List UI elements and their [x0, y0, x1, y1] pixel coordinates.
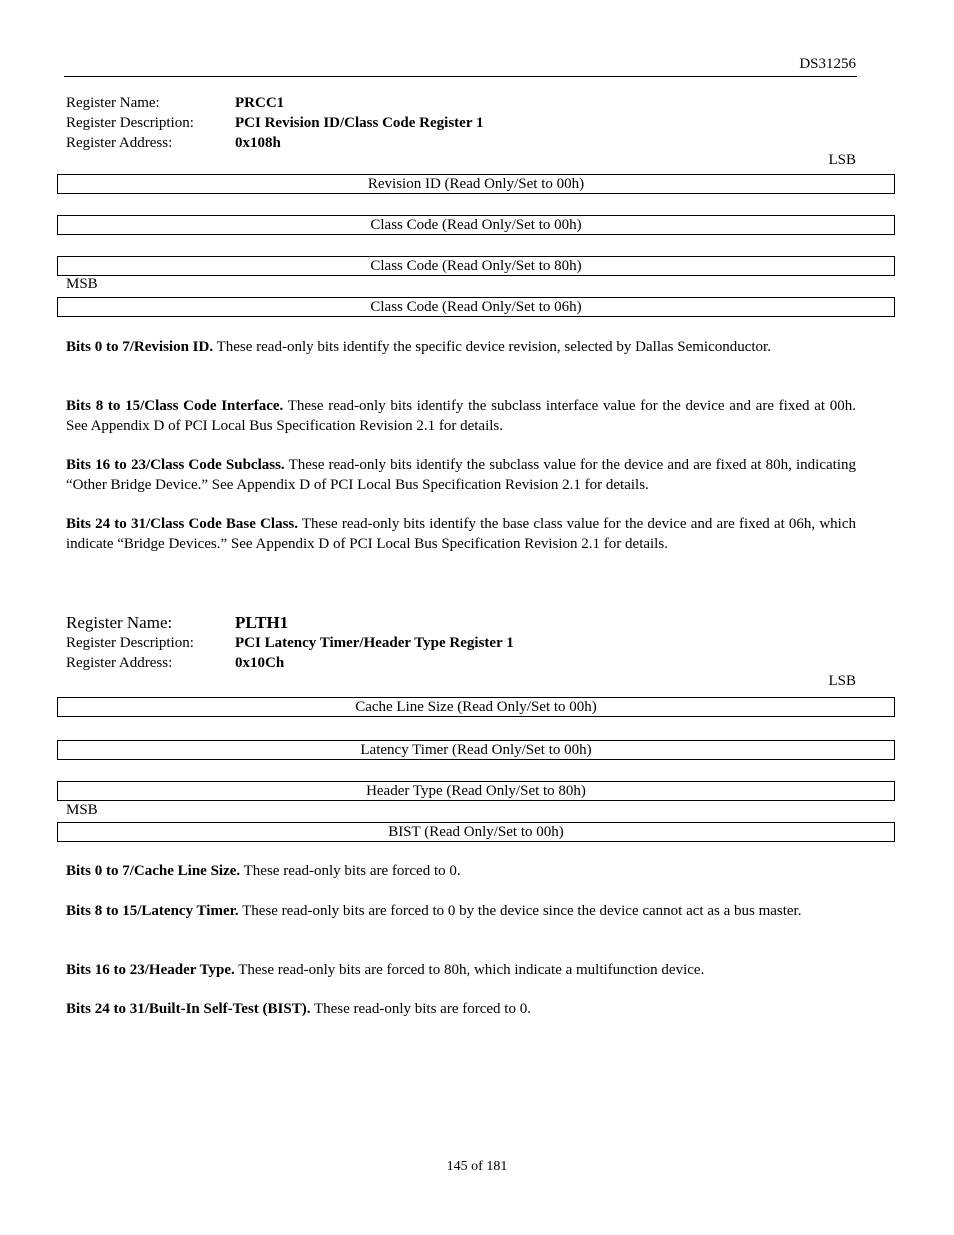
bit-desc-text: These read-only bits are forced to 0.: [310, 1001, 531, 1017]
register-2-bit-desc-0: [66, 861, 856, 881]
register-2-bit-desc-2: [66, 960, 856, 980]
document-id: DS31256: [799, 56, 856, 72]
register-1-byte-3: Class Code (Read Only/Set to 06h): [57, 297, 895, 317]
register-1-lsb-label: LSB: [828, 152, 856, 168]
register-1-addr-row: [66, 133, 483, 153]
register-1-byte-2: Class Code (Read Only/Set to 80h): [57, 256, 895, 276]
register-2-byte-0: Cache Line Size (Read Only/Set to 00h): [57, 697, 895, 717]
bit-desc-text: These read-only bits identify the subclass value for the device and are fixed at 80h, indicating “Other Bridge Device.” See Appendix D of PCI Local Bus Specification Revision 2.1 for details.: [66, 457, 856, 493]
register-description: PCI Latency Timer/Header Type Register 1: [235, 635, 514, 651]
register-name: PRCC1: [235, 95, 285, 111]
register-1-bit-desc-2: [66, 455, 856, 495]
register-1-byte-0: Revision ID (Read Only/Set to 00h): [57, 174, 895, 194]
register-2-desc-row: [66, 633, 514, 653]
bit-desc-title: Bits 24 to 31/Built-In Self-Test (BIST).: [66, 1001, 311, 1017]
register-address: 0x10Ch: [235, 655, 285, 671]
register-1-meta: [66, 93, 483, 153]
register-2-addr-row: [66, 653, 514, 673]
register-name-label: Register Name:: [66, 613, 173, 632]
register-2-meta: [66, 613, 514, 673]
bit-desc-text: These read-only bits are forced to 0 by the device since the device cannot act as a bus master.: [238, 903, 802, 919]
register-address: 0x108h: [235, 135, 281, 151]
bit-desc-text: These read-only bits identify the specific device revision, selected by Dallas Semiconductor.: [213, 339, 771, 355]
register-2-bit-desc-1: [66, 901, 856, 921]
register-1-desc-row: [66, 113, 483, 133]
register-2-byte-1: Latency Timer (Read Only/Set to 00h): [57, 740, 895, 760]
bit-desc-title: Bits 16 to 23/Class Code Subclass.: [66, 457, 285, 473]
register-description-label: Register Description:: [66, 635, 194, 651]
register-1-msb-label: MSB: [66, 276, 98, 292]
register-2-byte-2: Header Type (Read Only/Set to 80h): [57, 781, 895, 801]
bit-desc-title: Bits 8 to 15/Latency Timer.: [66, 903, 239, 919]
register-1-name-row: [66, 93, 483, 113]
bit-desc-title: Bits 8 to 15/Class Code Interface.: [66, 398, 284, 414]
header-rule: [64, 76, 857, 77]
register-2-byte-3: BIST (Read Only/Set to 00h): [57, 822, 895, 842]
register-2-bit-desc-3: [66, 999, 856, 1019]
register-address-label: Register Address:: [66, 655, 173, 671]
bit-desc-text: These read-only bits identify the base class value for the device and are fixed at 06h, which indicate “Bridge Devices.” See Appendix D of PCI Local Bus Specification Revision 2.1 for details.: [66, 516, 856, 552]
register-name: PLTH1: [235, 613, 289, 632]
register-description: PCI Revision ID/Class Code Register 1: [235, 115, 484, 131]
register-name-label: Register Name:: [66, 95, 160, 111]
register-2-name-row: [66, 613, 514, 633]
bit-desc-title: Bits 0 to 7/Revision ID.: [66, 339, 214, 355]
register-address-label: Register Address:: [66, 135, 173, 151]
bit-desc-title: Bits 16 to 23/Header Type.: [66, 962, 235, 978]
register-2-msb-label: MSB: [66, 802, 98, 818]
bit-desc-title: Bits 0 to 7/Cache Line Size.: [66, 863, 241, 879]
register-1-bit-desc-1: [66, 396, 856, 436]
bit-desc-text: These read-only bits identify the subclass interface value for the device and are fixed at 00h. See Appendix D of PCI Local Bus Specification Revision 2.1 for details.: [66, 398, 856, 434]
register-1-bit-desc-0: [66, 337, 856, 357]
register-1-byte-1: Class Code (Read Only/Set to 00h): [57, 215, 895, 235]
bit-desc-title: Bits 24 to 31/Class Code Base Class.: [66, 516, 298, 532]
register-2-lsb-label: LSB: [828, 673, 856, 689]
bit-desc-text: These read-only bits are forced to 80h, which indicate a multifunction device.: [234, 962, 705, 978]
register-1-bit-desc-3: [66, 514, 856, 554]
register-description-label: Register Description:: [66, 115, 194, 131]
bit-desc-text: These read-only bits are forced to 0.: [240, 863, 461, 879]
page-number: 145 of 181: [446, 1159, 508, 1174]
